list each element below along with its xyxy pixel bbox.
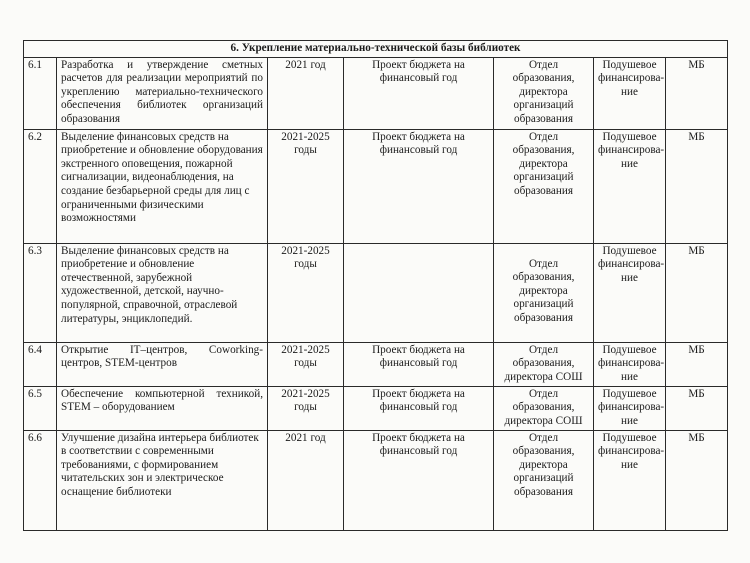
measure-description: Разработка и утверждение сметных расчетов для реализации мероприятий по укреплению материально-технического обеспечения библиотек организаций образования [57, 57, 268, 129]
row-number: 6.1 [24, 57, 57, 129]
completion-form: Проект бюджета на финансовый год [344, 57, 494, 129]
responsible-party: Отдел образования, директора организаций образования [494, 243, 594, 342]
measure-description: Выделение финансовых средств на приобретение и обновление оборудования экстренного оповещения, пожарной сигнализации, видеонаблюдения, на создание безбарьерной среды для лиц с ограниченными физическими возможностями [57, 129, 268, 243]
funding-source: МБ [666, 243, 728, 342]
action-plan-table [23, 40, 728, 531]
table-row [24, 386, 728, 430]
completion-form: Проект бюджета на финансовый год [344, 430, 494, 530]
implementation-period: 2021 год [268, 430, 344, 530]
completion-form [344, 243, 494, 342]
responsible-party: Отдел образования, директора организаций образования [494, 129, 594, 243]
financing-type: Подушевое финансирова-ние [594, 243, 666, 342]
row-number: 6.6 [24, 430, 57, 530]
completion-form: Проект бюджета на финансовый год [344, 342, 494, 386]
financing-type: Подушевое финансирова-ние [594, 57, 666, 129]
section-title: 6. Укрепление материально-технической базы библиотек [24, 41, 728, 58]
responsible-party: Отдел образования, директора СОШ [494, 386, 594, 430]
financing-type: Подушевое финансирова-ние [594, 129, 666, 243]
completion-form: Проект бюджета на финансовый год [344, 386, 494, 430]
responsible-party: Отдел образования, директора организаций образования [494, 57, 594, 129]
section-header-row [24, 41, 728, 58]
implementation-period: 2021-2025 годы [268, 243, 344, 342]
implementation-period: 2021 год [268, 57, 344, 129]
responsible-party: Отдел образования, директора организаций образования [494, 430, 594, 530]
financing-type: Подушевое финансирова-ние [594, 430, 666, 530]
implementation-period: 2021-2025 годы [268, 342, 344, 386]
funding-source: МБ [666, 129, 728, 243]
measure-description: Выделение финансовых средств на приобретение и обновление отечественной, зарубежной художественной, детской, научно-популярной, справочной, отраслевой литературы, энциклопедий. [57, 243, 268, 342]
financing-type: Подушевое финансирова-ние [594, 342, 666, 386]
table-row [24, 430, 728, 530]
table-row [24, 243, 728, 342]
row-number: 6.3 [24, 243, 57, 342]
row-number: 6.4 [24, 342, 57, 386]
responsible-party: Отдел образования, директора СОШ [494, 342, 594, 386]
funding-source: МБ [666, 386, 728, 430]
row-number: 6.2 [24, 129, 57, 243]
table-row [24, 342, 728, 386]
implementation-period: 2021-2025 годы [268, 129, 344, 243]
measure-description: Обеспечение компьютерной техникой, STEM – оборудованием [57, 386, 268, 430]
row-number: 6.5 [24, 386, 57, 430]
funding-source: МБ [666, 57, 728, 129]
measure-description: Улучшение дизайна интерьера библиотек в соответствии с современными требованиями, с формированием читательских зон и электрическое оснащение библиотеки [57, 430, 268, 530]
financing-type: Подушевое финансирова-ние [594, 386, 666, 430]
funding-source: МБ [666, 342, 728, 386]
measure-description: Открытие IT–центров, Coworking-центров, STEM-центров [57, 342, 268, 386]
table-row [24, 57, 728, 129]
implementation-period: 2021-2025 годы [268, 386, 344, 430]
funding-source: МБ [666, 430, 728, 530]
completion-form: Проект бюджета на финансовый год [344, 129, 494, 243]
table-row [24, 129, 728, 243]
